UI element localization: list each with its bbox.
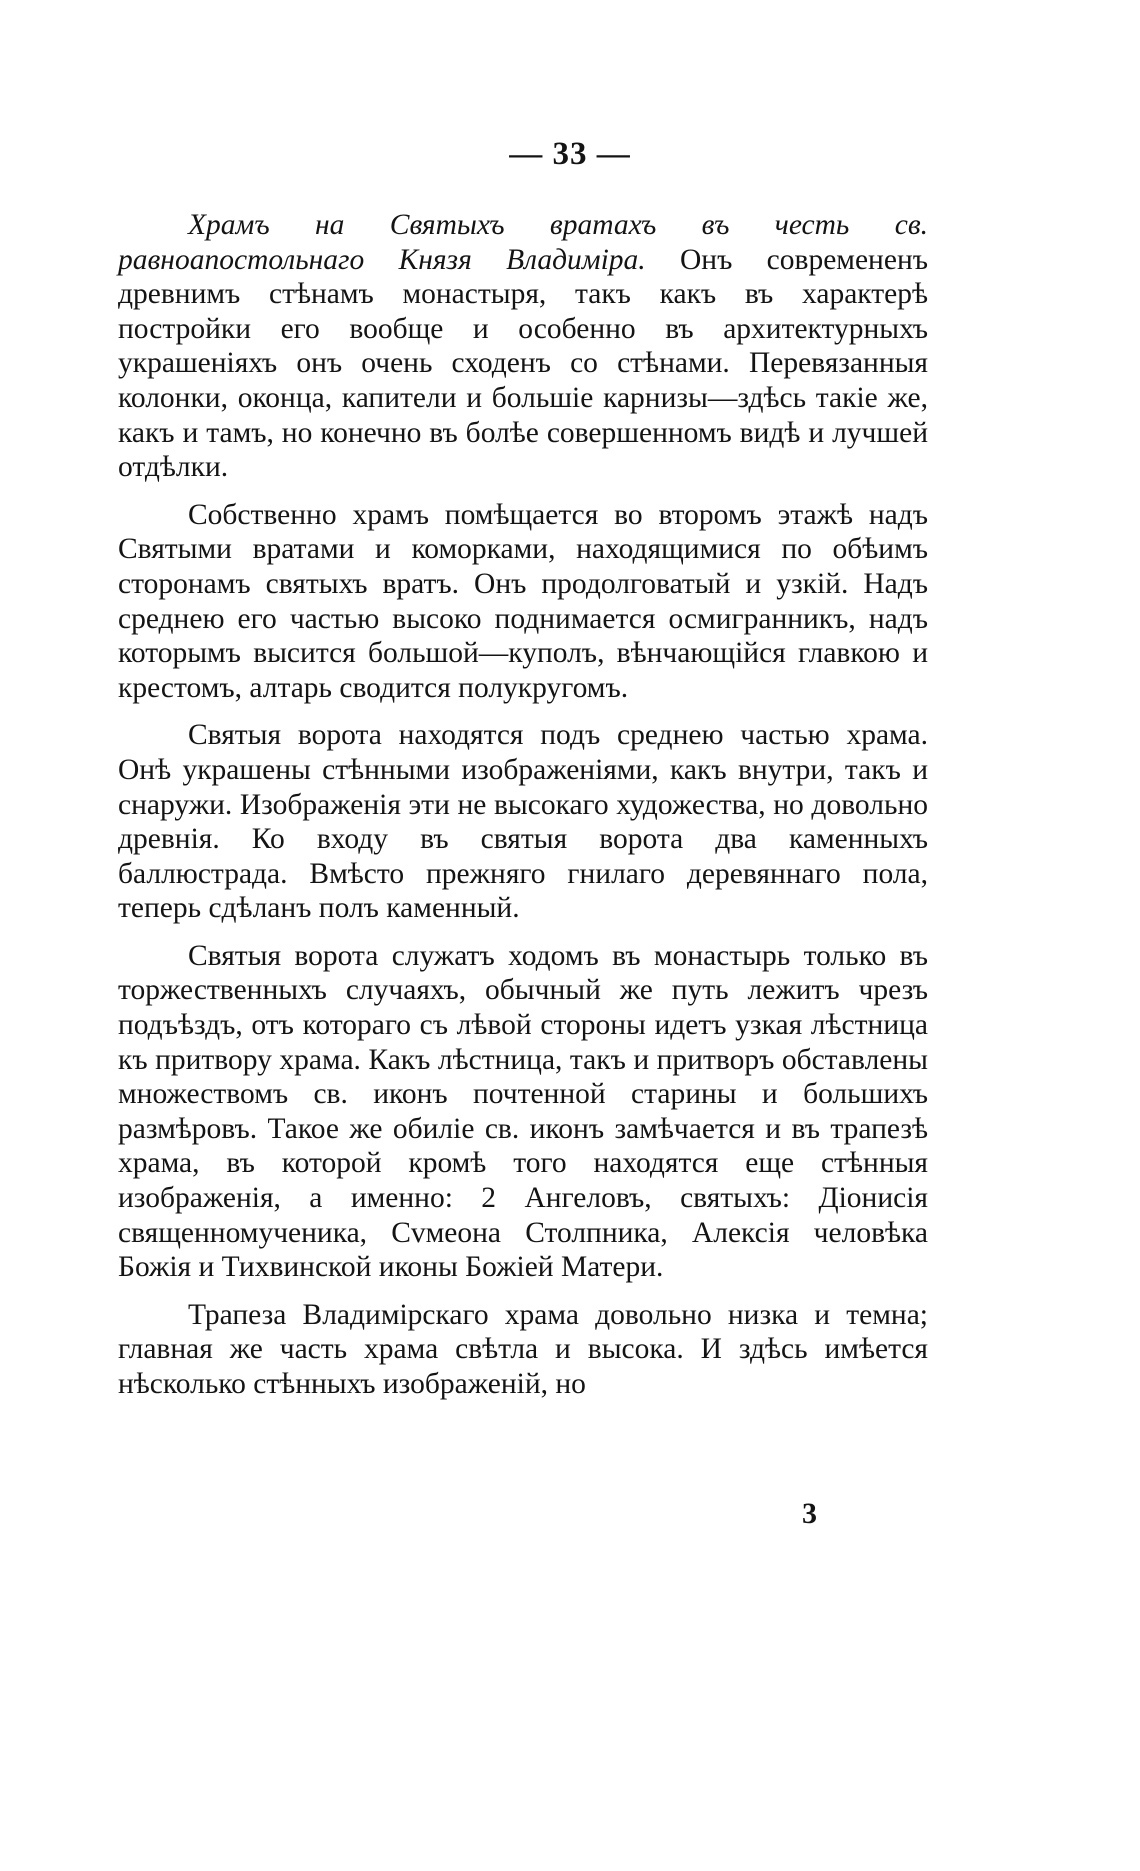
paragraph-5-text: Трапеза Владимірскаго храма довольно низка и темна; главная же часть храма свѣтла и высока. И здѣсь имѣется нѣсколько стѣнныхъ изображеній, но: [118, 1298, 928, 1400]
signature-mark: 3: [802, 1497, 817, 1530]
paragraph-2: [118, 498, 928, 706]
paragraph-4: [118, 939, 928, 1285]
paragraph-1-text: Онъ современенъ древнимъ стѣнамъ монастыря, такъ какъ въ характерѣ постройки его вообще и особенно въ архитектурныхъ украшеніяхъ онъ очень сходенъ со стѣнами. Перевязанныя колонки, оконца, капители и большіе карнизы—здѣсь такіе же, какъ и тамъ, но конечно въ болѣе совершенномъ видѣ и лучшей отдѣлки.: [118, 243, 928, 484]
paragraph-3-text: Святыя ворота находятся подъ среднею частью храма. Онѣ украшены стѣнными изображеніями, какъ внутри, такъ и снаружи. Изображенія эти не высокаго художества, но довольно древнія. Ко входу въ святыя ворота два каменныхъ баллюстрада. Вмѣсто прежняго гнилаго деревяннаго пола, теперь сдѣланъ полъ каменный.: [118, 719, 928, 925]
paragraph-4-text: Святыя ворота служатъ ходомъ въ монастырь только въ торжественныхъ случаяхъ, обычный же путь лежитъ чрезъ подъѣздъ, отъ котораго съ лѣвой стороны идетъ узкая лѣстница къ притвору храма. Какъ лѣстница, такъ и притворъ обставлены множествомъ св. иконъ почтенной старины и большихъ размѣровъ. Такое же обиліе св. иконъ замѣчается и въ трапезѣ храма, въ которой кромѣ того находятся еще стѣнныя изображенія, а именно: 2 Ангеловъ, святыхъ: Діонисія священномученика, Сvмеона Столпника, Алексія человѣка Божія и Тихвинской иконы Божіей Матери.: [118, 939, 928, 1284]
page-number: — 33 —: [509, 136, 631, 172]
body-text: [118, 208, 928, 1415]
paragraph-1-lead: Храмъ на Святыхъ вратахъ въ честь св. равноапостольнаго Князя Владиміра.: [118, 209, 928, 276]
paragraph-5: [118, 1298, 928, 1402]
paragraph-3: [118, 718, 928, 926]
paragraph-2-text: Собственно храмъ помѣщается во второмъ этажѣ надъ Святыми вратами и коморками, находящимися по обѣимъ сторонамъ святыхъ вратъ. Онъ продолговатый и узкій. Надъ среднею его частью высоко поднимается осмигранникъ, надъ которымъ высится большой—куполъ, вѣнчающійся главкою и крестомъ, алтарь сводится полукругомъ.: [118, 498, 928, 704]
paragraph-1: [118, 208, 928, 485]
